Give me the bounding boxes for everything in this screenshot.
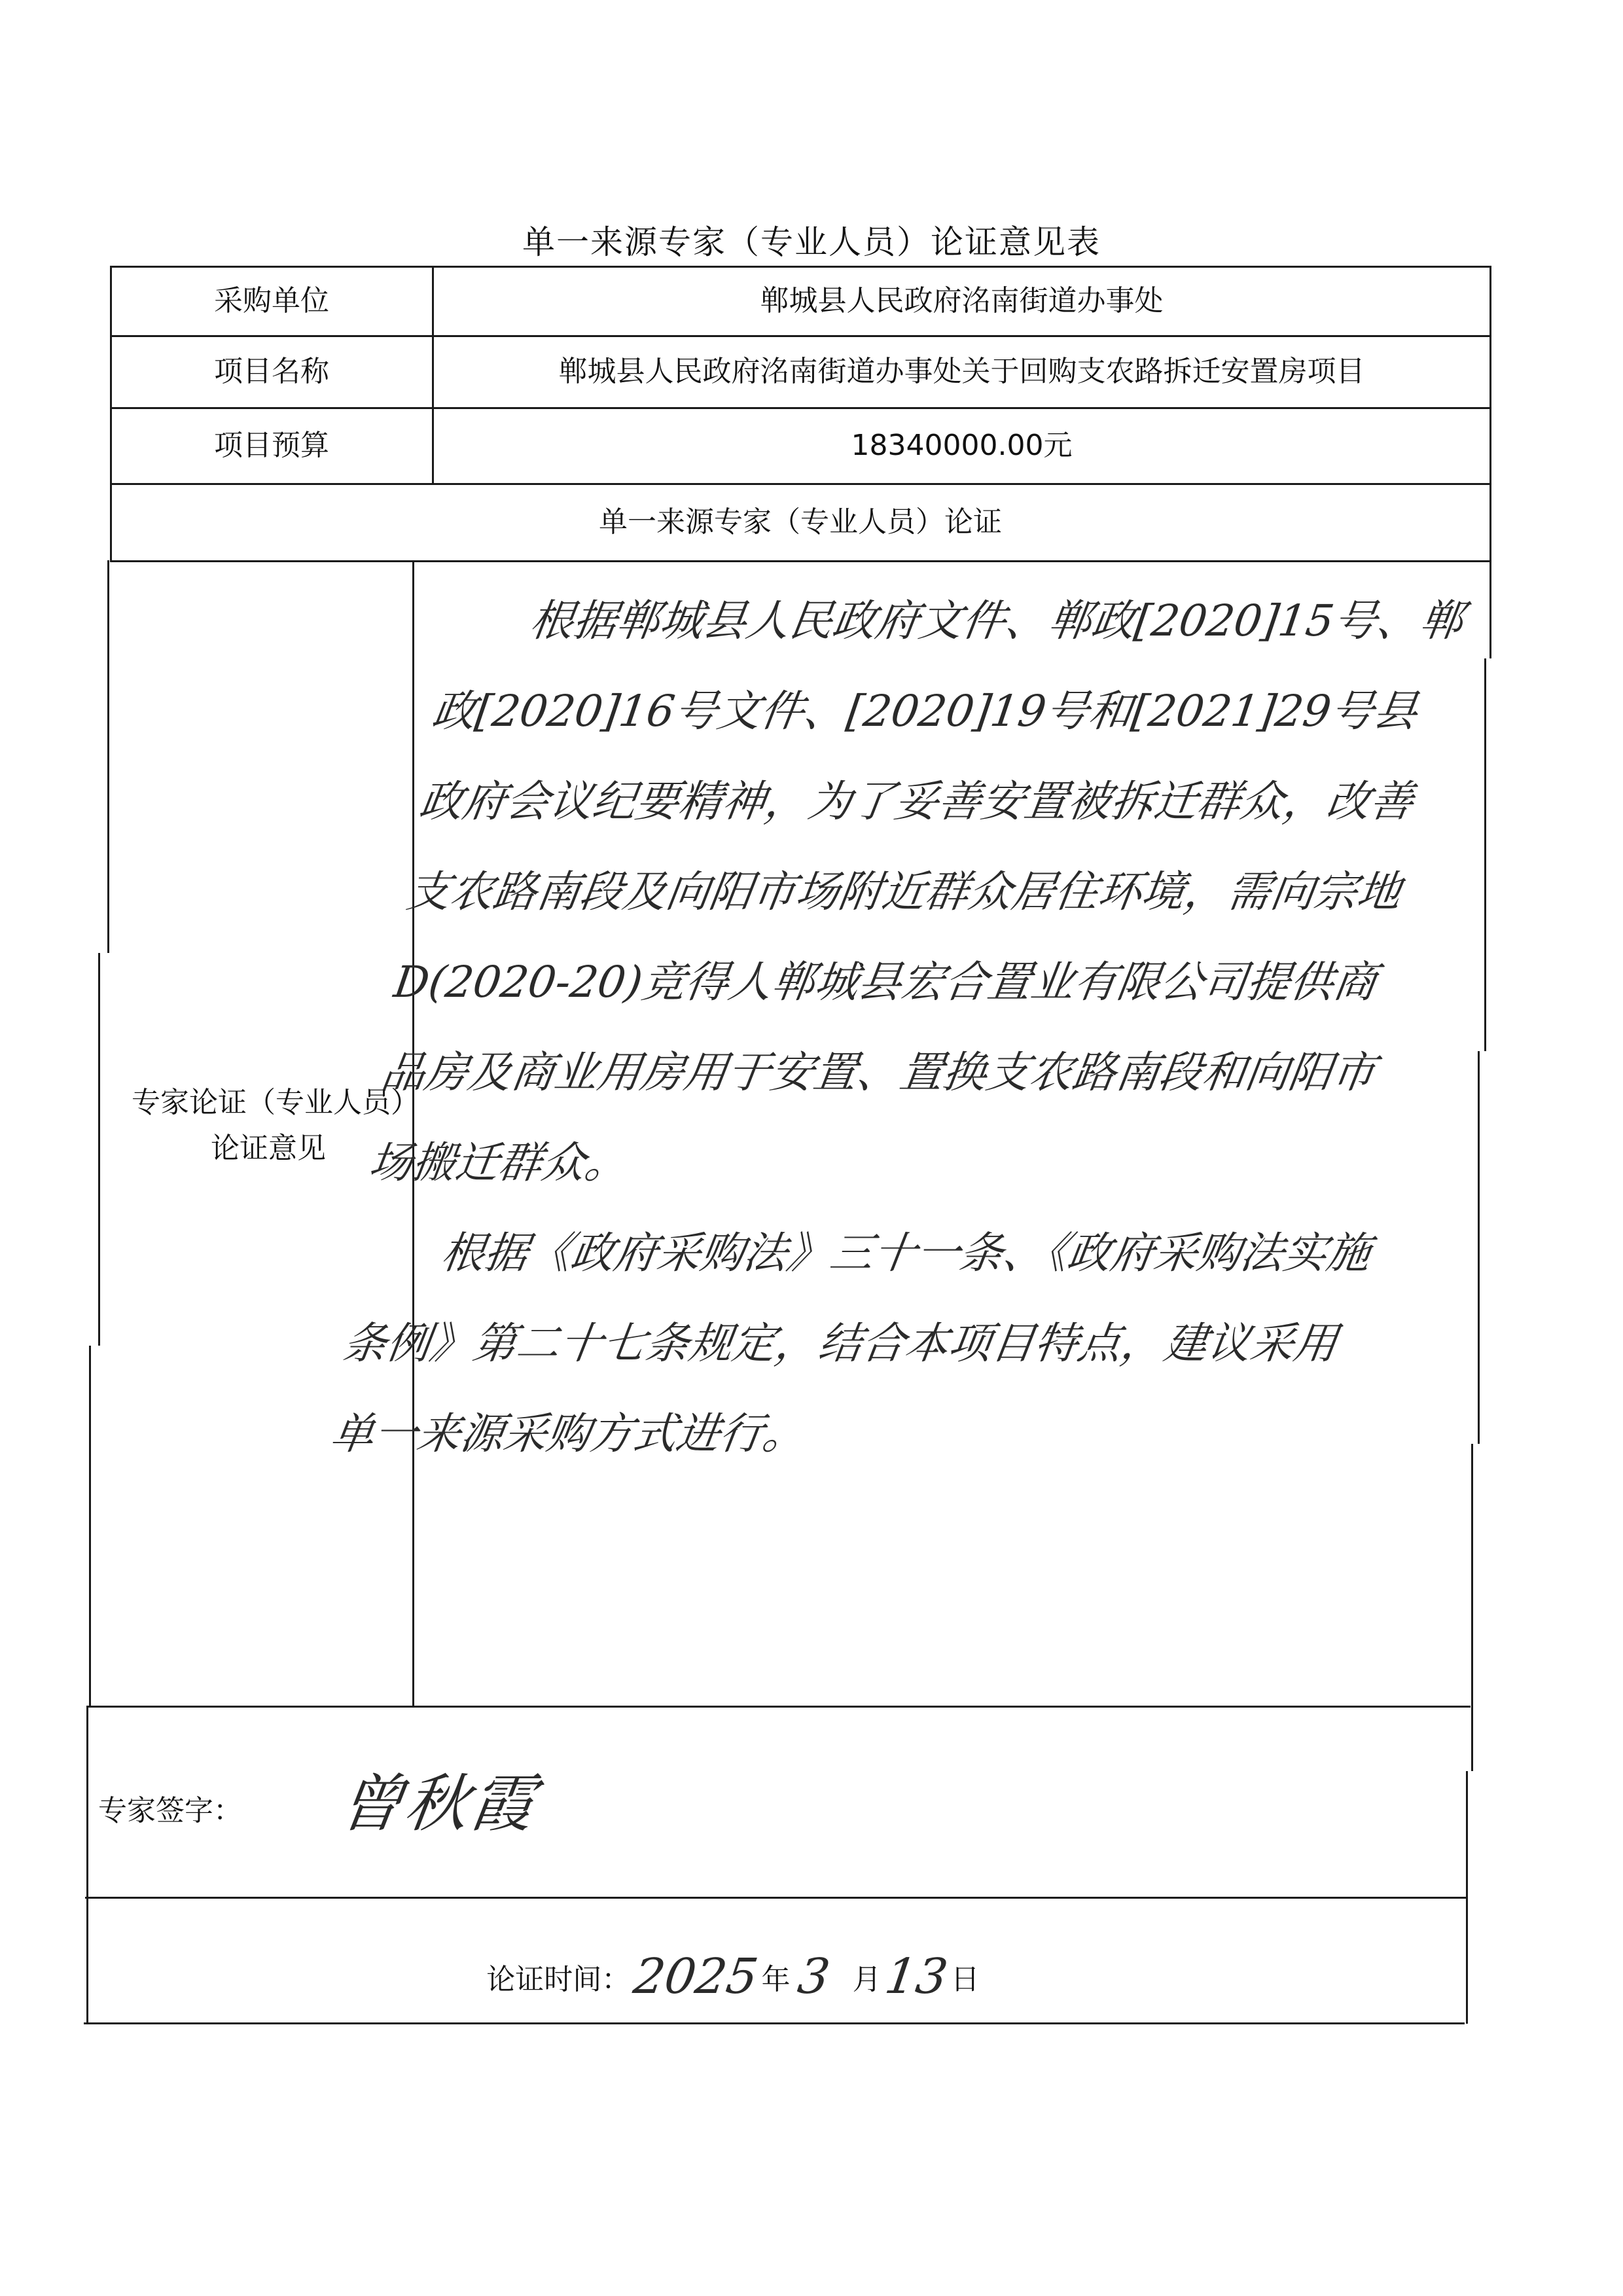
- table-border-right: [1489, 266, 1491, 658]
- date-day: 13: [881, 1948, 951, 2005]
- row-divider: [110, 560, 1491, 562]
- opinion-paragraph-1: 根据郸城县人民政府文件、郸政[2020]15号、郸政[2020]16号文件、[2020]19号和[2021]29号县政府会议纪要精神，为了妥善安置被拆迁群众，改善支农路南段及向阳市场附近群众居住环境，需向宗地D(2020-20)竞得人郸城县宏合置业有限公司提供商品房及商业用房用于安置、置换支农路南段和向阳市场搬迁群众。: [365, 596, 1467, 1188]
- date-day-suffix: 日: [950, 1963, 980, 1996]
- table-border-right: [1471, 1444, 1473, 1771]
- table-border-left: [107, 560, 109, 953]
- table-border-bottom: [84, 2022, 1465, 2024]
- signature-label: 专家签字：: [98, 1794, 242, 1827]
- project-name-value: 郸城县人民政府洺南街道办事处关于回购支农路拆迁安置房项目: [558, 355, 1365, 389]
- form-title: 单一来源专家（专业人员）论证意见表: [522, 223, 1101, 261]
- table-border-left: [98, 953, 100, 1346]
- opinion-paragraph-2: 根据《政府采购法》三十一条、《政府采购法实施条例》第二十七条规定，结合本项目特点，建议采用单一来源采购方式进行。: [327, 1228, 1374, 1459]
- purchaser-label: 采购单位: [214, 284, 329, 318]
- project-name-label: 项目名称: [214, 355, 329, 389]
- purchaser-value: 郸城县人民政府洺南街道办事处: [760, 284, 1164, 318]
- section-header: 单一来源专家（专业人员）论证: [599, 505, 1002, 539]
- table-border-right: [1466, 1771, 1468, 2024]
- budget-label: 项目预算: [214, 429, 329, 463]
- date-label: 论证时间：: [486, 1963, 631, 1996]
- table-border-left: [89, 1346, 91, 1707]
- date-year-suffix: 年: [761, 1963, 791, 1996]
- row-divider: [85, 1897, 1466, 1899]
- opinion-label: 专家论证（专业人员）论证意见: [132, 1085, 405, 1165]
- date-row: [0, 1931, 1466, 2022]
- date-month-suffix: 月: [852, 1963, 882, 1996]
- table-border-right: [1478, 1051, 1480, 1444]
- row-divider: [86, 1706, 1471, 1708]
- budget-value: 18340000.00元: [851, 429, 1073, 463]
- date-month: 3: [794, 1948, 833, 2005]
- handwritten-signature: 曾秋霞: [334, 1767, 542, 1840]
- table-border-right: [1484, 658, 1486, 1051]
- date-year: 2025: [630, 1948, 762, 2005]
- opinion-handwritten-text: [325, 576, 1472, 1479]
